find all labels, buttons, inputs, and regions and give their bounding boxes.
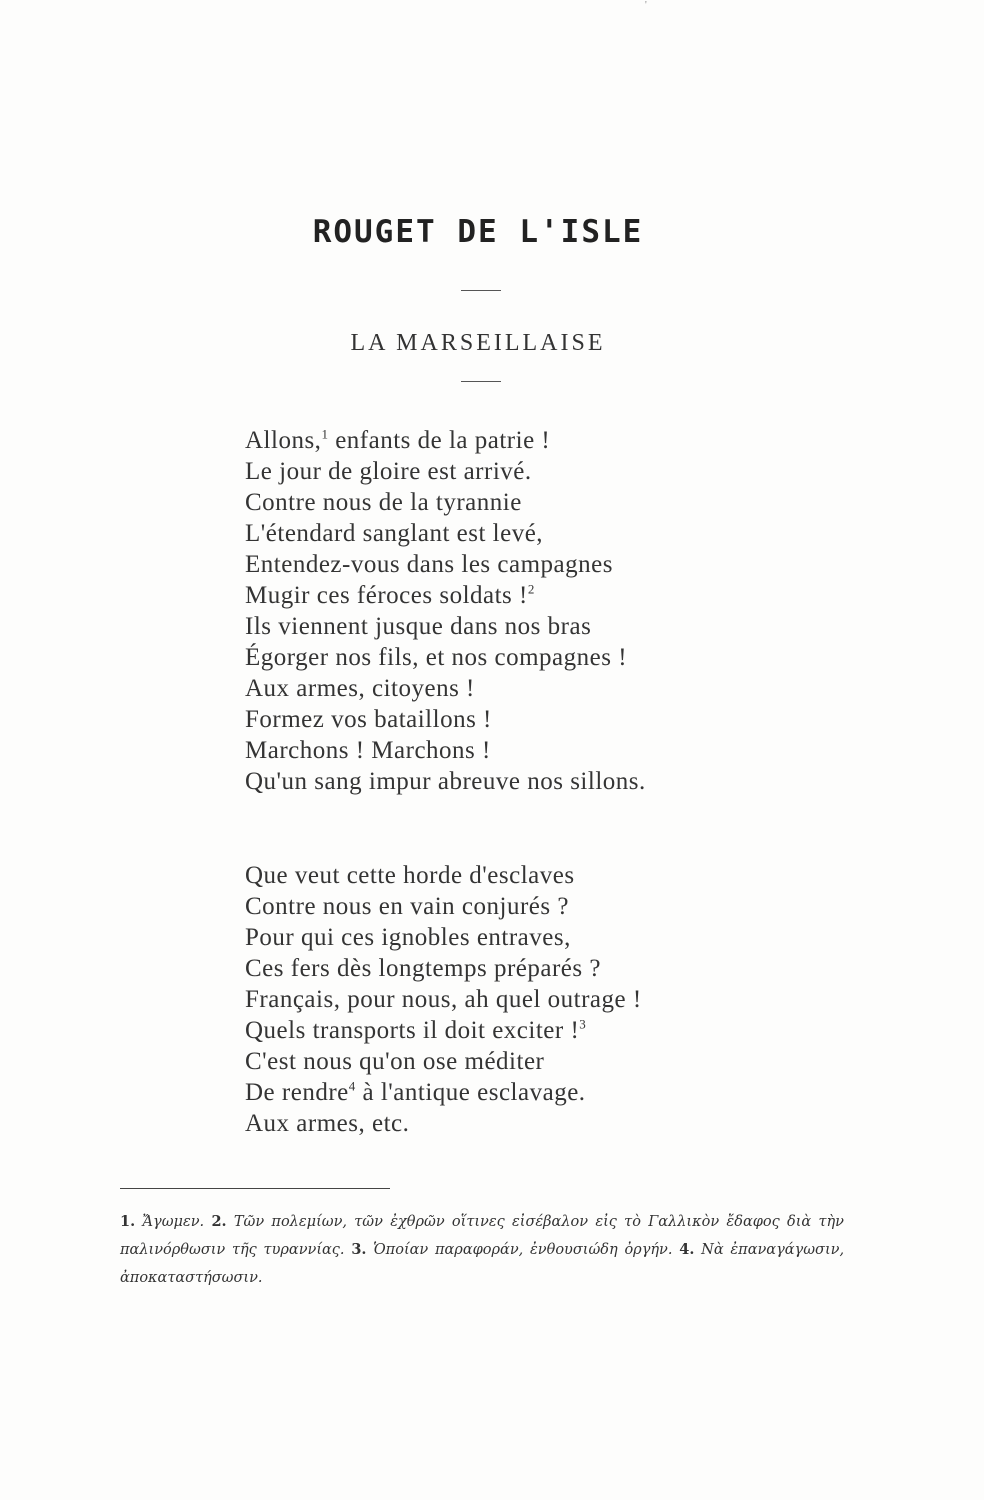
verse-line <box>245 642 805 673</box>
footnote-marker: 1 <box>321 426 329 442</box>
verse-text: Aux armes, citoyens ! <box>245 675 475 702</box>
footnote <box>351 1242 672 1258</box>
verse-line <box>245 425 805 456</box>
verse-line <box>245 1015 805 1046</box>
verse-text: Pour qui ces ignobles entraves, <box>245 924 571 951</box>
footnote <box>120 1214 204 1230</box>
verse-text: Allons, <box>245 427 322 454</box>
verse-line <box>245 1108 805 1139</box>
page-title: ROUGET DE L'ISLE <box>312 214 644 250</box>
verse-line <box>245 487 805 518</box>
footnote-text: Ἄγωμεν. <box>142 1214 205 1230</box>
verse-text: Égorger nos fils, et nos compagnes ! <box>245 644 628 671</box>
verse-text: Mugir ces féroces soldats ! <box>245 582 528 609</box>
verse-line <box>245 766 805 797</box>
verse-text: L'étendard sanglant est levé, <box>245 520 544 547</box>
footnote-marker: 2 <box>527 581 535 597</box>
verse-text: C'est nous qu'on ose méditer <box>245 1048 545 1075</box>
verse-line <box>245 953 805 984</box>
verse-line <box>245 1077 805 1108</box>
verse-line <box>245 1046 805 1077</box>
verse-text: Ces fers dès longtemps préparés ? <box>245 955 601 982</box>
footnote-number: 2. <box>211 1213 227 1230</box>
verse-text: Contre nous en vain conjurés ? <box>245 893 569 920</box>
verse-line <box>245 518 805 549</box>
footnote-number: 1. <box>120 1213 136 1230</box>
footnote-number: 3. <box>351 1241 367 1258</box>
verse-text-continued: à l'antique esclavage. <box>355 1079 586 1106</box>
poem-title: LA MARSEILLAISE <box>350 330 606 356</box>
verse-text: Qu'un sang impur abreuve nos sillons. <box>245 768 646 795</box>
footnote-number: 4. <box>679 1241 695 1258</box>
footnote-marker: 3 <box>579 1016 587 1032</box>
verse-text: Que veut cette horde d'esclaves <box>245 862 575 889</box>
verse-text: Le jour de gloire est arrivé. <box>245 458 532 485</box>
verse-text: Entendez-vous dans les campagnes <box>245 551 613 578</box>
subtitle-divider <box>461 381 501 382</box>
verse-line <box>245 549 805 580</box>
verse-line <box>245 704 805 735</box>
footnote-marker: 4 <box>348 1078 356 1094</box>
verse-text: Français, pour nous, ah quel outrage ! <box>245 986 642 1013</box>
verse-text: Aux armes, etc. <box>245 1110 410 1137</box>
verse-text: Ils viennent jusque dans nos bras <box>245 613 592 640</box>
verse-line <box>245 922 805 953</box>
verse-line <box>245 860 805 891</box>
verse-text: Marchons ! Marchons ! <box>245 737 491 764</box>
verse-line <box>245 891 805 922</box>
verse-text: De rendre <box>245 1079 349 1106</box>
footnote-text: Νὰ ἐπαναγάγωσιν, ἀποκαταστήσωσιν. <box>120 1242 845 1286</box>
footnotes <box>120 1208 844 1292</box>
verse-text: Quels transports il doit exciter ! <box>245 1017 580 1044</box>
verse-line <box>245 456 805 487</box>
footnote-divider <box>120 1188 390 1189</box>
stanza-1 <box>245 425 805 797</box>
verse-text-continued: enfants de la patrie ! <box>328 427 551 454</box>
verse-line <box>245 735 805 766</box>
stanza-2 <box>245 860 805 1139</box>
footnote-text: Ὁποίαν παραφοράν, ἐνθουσιώδη ὀργήν. <box>373 1242 673 1258</box>
verse-text: Formez vos bataillons ! <box>245 706 492 733</box>
title-divider <box>461 290 501 291</box>
verse-line <box>245 673 805 704</box>
footnote-text: Τῶν πολεμίων, τῶν ἐχθρῶν οἵτινες εἰσέβαλον εἰς τὸ Γαλλικὸν ἔδαφος διὰ τὴν παλινόρθωσιν τῆς τυραννίας. <box>120 1214 844 1258</box>
page-mark: ' <box>645 0 647 11</box>
verse-text: Contre nous de la tyrannie <box>245 489 522 516</box>
verse-line <box>245 611 805 642</box>
verse-line <box>245 984 805 1015</box>
verse-line <box>245 580 805 611</box>
